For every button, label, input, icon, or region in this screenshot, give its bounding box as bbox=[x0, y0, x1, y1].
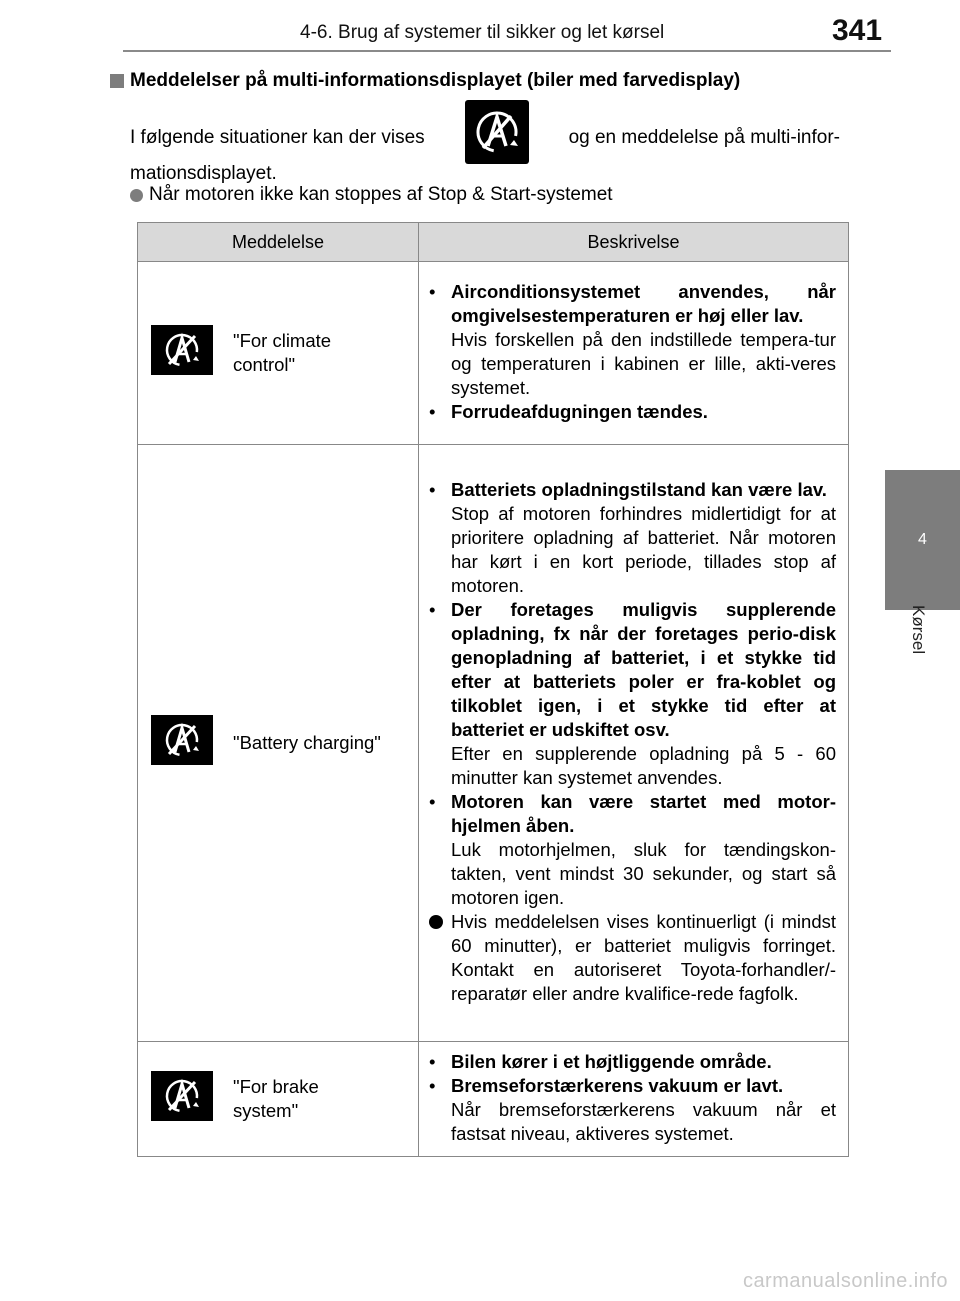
table-row: "Battery charging" • Batteriets opladningstilstand kan være lav. Stop af motoren forhindres midlertidigt for at prioritere opladning af batteriet. Når motoren har kørt i en kort periode, tillades stop af motoren. • Der foretages muligvis supplerende opladning, fx når der foretages perio-disk genopladning af batteriet, i et stykke tid efter at batteriets poler er fra-koblet og tilkoblet igen, i et stykke tid efter at batteriet er udskiftet osv. Efter en supplerende opladning på 5 - 60 minutter kan systemet anvendes. • Motoren kan være startet med motor-hjelmen åben. Luk motorhjelmen, sluk for tændingskon-takten, vent mindst 30 sekunder, og start så motoren igen. Hvis meddelelsen vises kontinuerligt (i mindst 60 minutter), er batteriet muligvis forringet. Kontakt en autoriseret Toyota-forhandler/-reparatør eller andre kvalifice-rede fagfolk. bbox=[138, 445, 849, 1042]
column-header-message: Meddelelse bbox=[138, 223, 419, 262]
circle-bullet-icon bbox=[130, 189, 143, 202]
watermark-link[interactable]: carmanualsonline.info bbox=[742, 1270, 948, 1292]
section-heading bbox=[110, 70, 740, 92]
description-title: Der foretages muligvis supplerende opladning, fx når der foretages perio-disk genopladning af batteriet, i et stykke tid efter at batteriets poler er fra-koblet og tilkoblet igen, i et stykke tid efter at batteriet er udskiftet osv. bbox=[451, 599, 836, 740]
chapter-label: Kørsel bbox=[909, 605, 928, 655]
table-row: "For climate control" • Airconditionsystemet anvendes, når omgivelsestemperaturen er høj eller lav. Hvis forskellen på den indstillede tempera-tur og temperaturen i kabinen er lille, akti-veres systemet. • Forrudeafdugningen tændes. bbox=[138, 262, 849, 445]
chapter-tab bbox=[885, 470, 960, 610]
intro-text-before: I følgende situationer kan der vises bbox=[130, 127, 425, 148]
section-title: 4-6. Brug af systemer til sikker og let kørsel bbox=[300, 22, 665, 43]
description-title: Bilen kører i et højtliggende område. bbox=[451, 1051, 772, 1072]
stop-start-off-icon bbox=[151, 1071, 213, 1127]
subheading bbox=[130, 184, 613, 206]
description-title: Batteriets opladningstilstand kan være lav. bbox=[451, 479, 827, 500]
description-text: Stop af motoren forhindres midlertidigt for at prioritere opladning af batteriet. Når motoren har kørt i en kort periode, tillades stop af motoren. bbox=[451, 503, 836, 596]
chapter-number: 4 bbox=[918, 531, 927, 548]
header-rule bbox=[123, 50, 891, 52]
stop-start-off-icon bbox=[151, 325, 213, 381]
message-text: "For brake system" bbox=[233, 1076, 319, 1121]
intro-paragraph bbox=[130, 118, 840, 192]
description-title: Airconditionsystemet anvendes, når omgivelsestemperaturen er høj eller lav. bbox=[451, 281, 836, 326]
table-row: "For brake system" • Bilen kører i et højtliggende område. • Bremseforstærkerens vakuum er lavt. Når bremseforstærkerens vakuum når et fastsat niveau, aktiveres systemet. bbox=[138, 1042, 849, 1157]
description-title: Motoren kan være startet med motor-hjelmen åben. bbox=[451, 791, 836, 836]
message-text: "For climate control" bbox=[233, 330, 332, 375]
stop-start-off-icon bbox=[465, 100, 529, 177]
section-heading-text: Meddelelser på multi-informationsdisplayet (biler med farvedisplay) bbox=[130, 70, 741, 91]
description-text: Hvis forskellen på den indstillede tempera-tur og temperaturen i kabinen er lille, akti-veres systemet. bbox=[451, 329, 836, 398]
intro-text-after: og en meddelelse på multi-infor- bbox=[568, 127, 840, 148]
square-bullet-icon bbox=[110, 74, 124, 88]
description-text: Når bremseforstærkerens vakuum når et fastsat niveau, aktiveres systemet. bbox=[451, 1099, 836, 1144]
message-text: "Battery charging" bbox=[233, 732, 381, 753]
description-title: Forrudeafdugningen tændes. bbox=[451, 401, 708, 422]
description-text: Efter en supplerende opladning på 5 - 60 minutter kan systemet anvendes. bbox=[451, 743, 836, 788]
description-text: Luk motorhjelmen, sluk for tændingskon-takten, vent mindst 30 sekunder, og start så motoren igen. bbox=[451, 839, 836, 908]
page-number: 341 bbox=[832, 14, 883, 47]
intro-text-line2: mationsdisplayet. bbox=[130, 163, 277, 184]
stop-start-off-icon bbox=[151, 715, 213, 771]
description-title: Bremseforstærkerens vakuum er lavt. bbox=[451, 1075, 784, 1096]
message-table bbox=[137, 222, 849, 1157]
filled-circle-bullet-icon bbox=[429, 915, 443, 929]
description-note: Hvis meddelelsen vises kontinuerligt (i mindst 60 minutter), er batteriet muligvis forringet. Kontakt en autoriseret Toyota-forhandler/-reparatør eller andre kvalifice-rede fagfolk. bbox=[451, 911, 836, 1004]
subheading-text: Når motoren ikke kan stoppes af Stop & Start-systemet bbox=[149, 184, 613, 205]
column-header-description: Beskrivelse bbox=[419, 223, 849, 262]
